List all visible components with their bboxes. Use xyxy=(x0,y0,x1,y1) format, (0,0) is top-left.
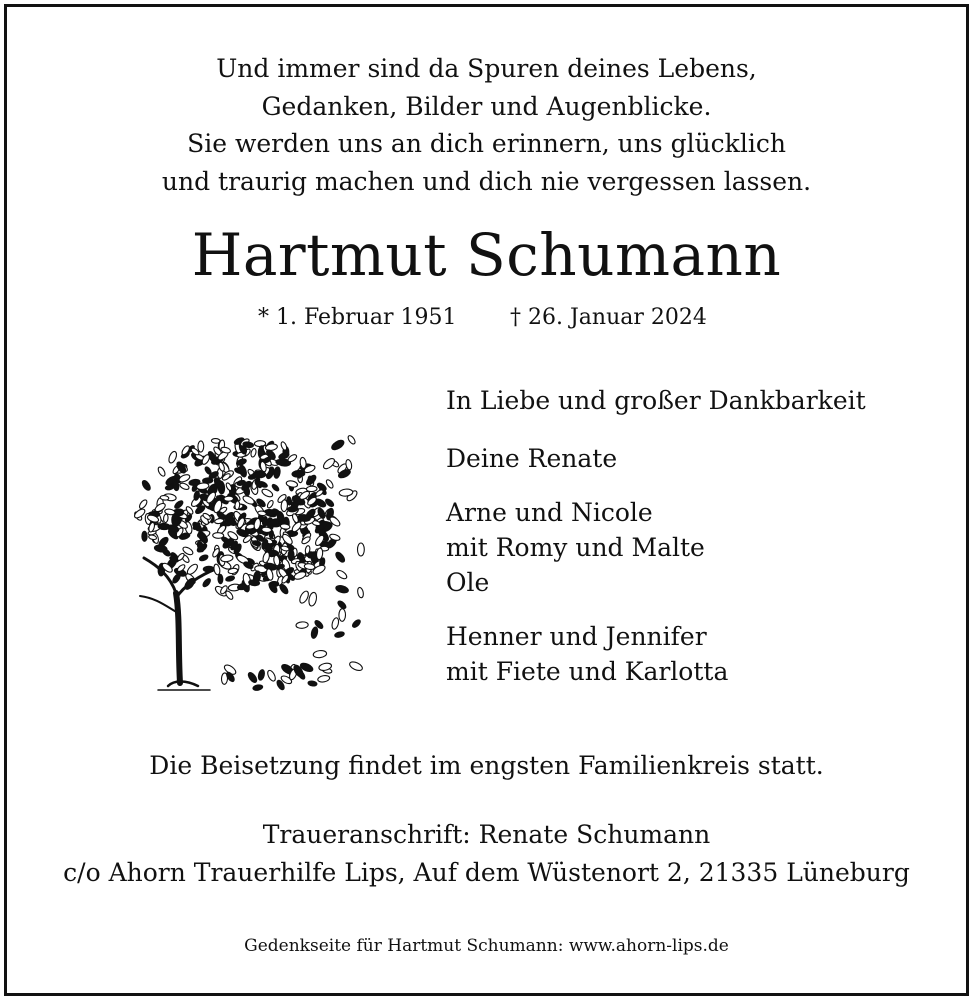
mourner-fiete-karlotta: mit Fiete und Karlotta xyxy=(446,657,729,686)
mourner-renate: Deine Renate xyxy=(446,444,618,473)
mourner-henner-jennifer: Henner und Jennifer xyxy=(446,622,707,651)
address-line-1: Traueranschrift: Renate Schumann xyxy=(262,820,711,849)
poem-line-3: Sie werden uns an dich erinnern, uns glücklich xyxy=(187,129,786,158)
mourner-romy-malte: mit Romy und Malte xyxy=(446,533,705,562)
birth-date: * 1. Februar 1951 xyxy=(258,305,457,330)
memorial-page-note: Gedenkseite für Hartmut Schumann: www.ahorn-lips.de xyxy=(244,936,729,956)
deceased-name: Hartmut Schumann xyxy=(191,221,782,289)
poem-line-4: und traurig machen und dich nie vergessen lassen. xyxy=(161,166,812,196)
burial-notice: Die Beisetzung findet im engsten Familienkreis statt. xyxy=(149,751,824,780)
mourner-arne-nicole: Arne und Nicole xyxy=(446,498,653,527)
address-line-2: c/o Ahorn Trauerhilfe Lips, Auf dem Wüstenort 2, 21335 Lüneburg xyxy=(63,858,910,887)
mourning-address xyxy=(0,816,973,892)
poem-line-2: Gedanken, Bilder und Augenblicke. xyxy=(261,91,712,121)
poem-line-1: Und immer sind da Spuren deines Lebens, xyxy=(216,54,757,83)
death-date: † 26. Januar 2024 xyxy=(510,305,707,330)
mourners-intro: In Liebe und großer Dankbarkeit xyxy=(446,386,866,415)
windblown-tree-icon xyxy=(118,398,368,698)
mourner-ole: Ole xyxy=(446,568,490,597)
poem xyxy=(0,50,973,200)
mourners-block xyxy=(446,383,866,689)
